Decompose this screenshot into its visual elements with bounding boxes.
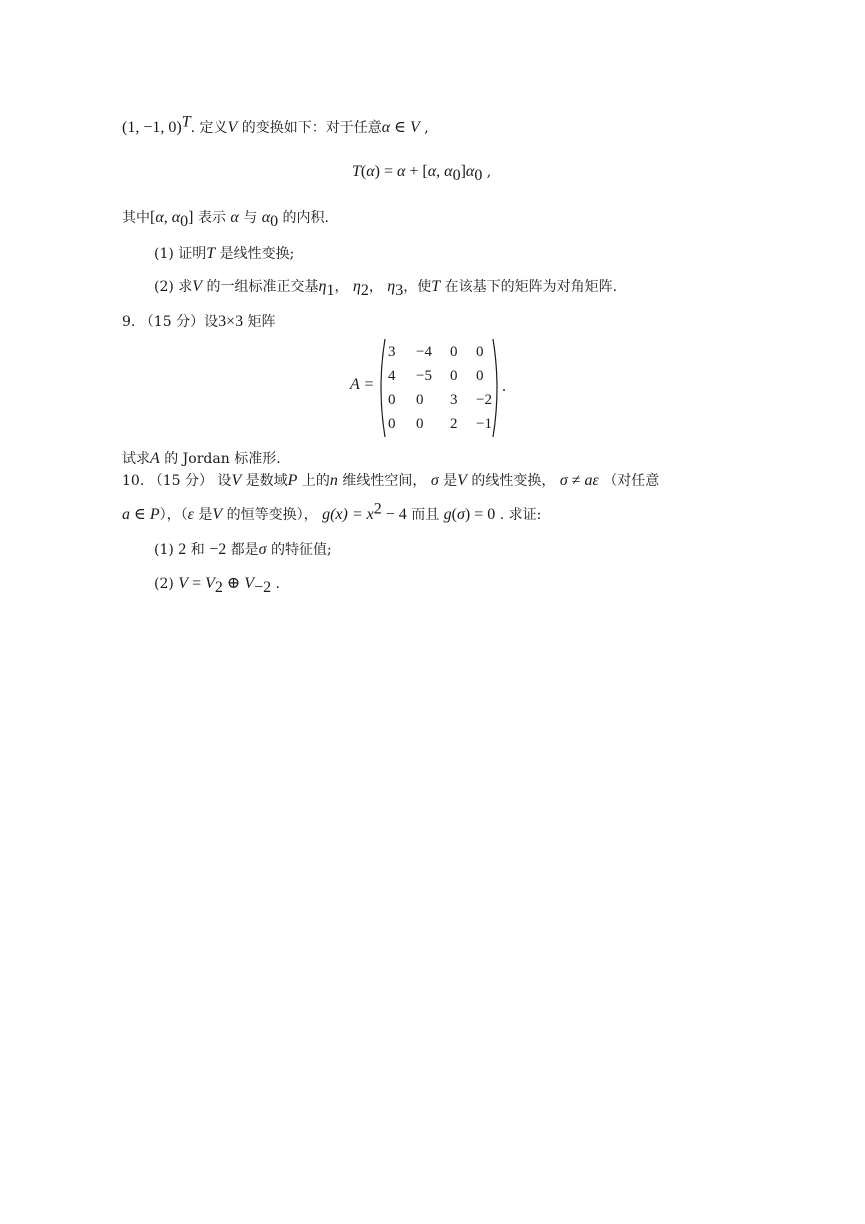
math-symbol: V (205, 575, 215, 592)
question-9-heading (122, 312, 276, 332)
math-symbol: ( (451, 506, 457, 523)
text-line-1 (122, 113, 429, 138)
text-span: 的内积. (278, 210, 329, 226)
matrix-period: . (502, 378, 506, 395)
text-span: , (482, 164, 492, 180)
matrix-cell: −4 (416, 344, 432, 360)
math-symbol: 3×3 (218, 313, 244, 330)
math-symbol: α (171, 209, 181, 226)
math-symbol: V (409, 119, 420, 136)
subscript: 0 (452, 166, 461, 184)
math-symbol: V (227, 119, 238, 136)
math-symbol: ∈ (130, 506, 150, 523)
subscript: 3 (395, 281, 404, 299)
matrix-cell: 2 (450, 416, 458, 432)
text-span: , (419, 120, 429, 136)
text-span: . 定义 (190, 120, 228, 136)
math-symbol: α (397, 163, 406, 180)
math-symbol: α (230, 209, 239, 226)
matrix-grid (388, 340, 504, 436)
text-span: 矩阵 (243, 314, 276, 330)
matrix-label: A = (350, 376, 375, 393)
math-symbol: V (244, 575, 255, 592)
matrix-cell: 3 (450, 392, 458, 408)
math-symbol: ⊕ (222, 575, 245, 592)
right-paren-icon (492, 338, 502, 438)
math-symbol: V (231, 472, 242, 489)
text-span: 上的 (297, 473, 330, 489)
math-symbol: (x) = x (330, 506, 374, 523)
question-9-task (122, 449, 281, 469)
subscript: 0 (474, 166, 483, 184)
text-span: 的特征值; (266, 542, 332, 558)
subscript: 1 (326, 281, 335, 299)
text-span: ， (368, 279, 388, 295)
text-span: 的变换如下：对于任意 (237, 120, 382, 136)
matrix-cell: 0 (416, 392, 424, 408)
question-10-part-2 (154, 574, 280, 594)
text-span: （15 分）设 (135, 314, 219, 330)
text-span: 与 (238, 210, 262, 226)
text-span: ，使 (403, 279, 432, 295)
math-symbol: ) = (374, 163, 397, 180)
math-symbol: η (352, 278, 361, 295)
math-symbol: ] (188, 209, 194, 226)
text-span: 的线性变换， (466, 473, 560, 489)
math-symbol: A (150, 450, 160, 467)
question-8-part-1 (154, 244, 294, 264)
math-symbol: σ (457, 506, 465, 523)
math-symbol: aε (584, 472, 599, 489)
math-symbol: T (431, 278, 441, 295)
math-symbol: σ (258, 541, 267, 558)
question-number: 10. (122, 473, 145, 489)
math-symbol: η (387, 278, 396, 295)
text-span: 表示 (193, 210, 231, 226)
text-span: (2) 求 (154, 279, 193, 295)
question-number: 9. (122, 314, 136, 330)
text-span: 的一组标准正交基 (202, 279, 319, 295)
vector-expression: (1, −1, 0) (122, 119, 182, 136)
math-symbol: , (163, 209, 172, 226)
math-symbol: g (322, 506, 331, 523)
math-symbol: α (465, 163, 475, 180)
math-symbol: T (206, 245, 216, 262)
math-symbol: α (427, 163, 437, 180)
math-symbol: ( (360, 163, 367, 180)
text-span: 的恒等变换）， (222, 507, 323, 523)
text-span: 而且 (406, 507, 444, 523)
subscript: 2 (214, 578, 223, 596)
math-symbol: σ (430, 472, 439, 489)
text-span: 试求 (122, 451, 150, 467)
math-symbol: α (261, 209, 271, 226)
math-symbol: n (329, 472, 338, 489)
math-symbol: g (443, 506, 452, 523)
text-span: (2) (154, 576, 179, 592)
matrix-cell: 4 (388, 368, 396, 384)
math-symbol: V (192, 278, 203, 295)
math-symbol: = (188, 575, 206, 592)
text-span: 是 (193, 507, 213, 523)
text-span: (1) (154, 542, 179, 558)
math-symbol: −2 (209, 541, 227, 558)
text-line-3 (122, 208, 329, 228)
text-span: ），（ (159, 507, 188, 523)
math-symbol: V (212, 506, 223, 523)
matrix-cell: 0 (450, 344, 458, 360)
text-span: . 求证: (495, 507, 542, 523)
matrix-cell: 0 (450, 368, 458, 384)
subscript: 0 (270, 212, 279, 230)
text-span: 是数域 (241, 473, 288, 489)
text-span: 都是 (226, 542, 259, 558)
math-symbol: P (149, 506, 160, 523)
transpose-superscript: T (181, 113, 191, 131)
text-span: （对任意 (598, 473, 660, 489)
math-symbol: P (287, 472, 298, 489)
text-span: . (271, 576, 280, 592)
text-span: 在该基下的矩阵为对角矩阵. (440, 279, 618, 295)
math-symbol: V (457, 472, 467, 489)
math-symbol: a (122, 506, 130, 523)
matrix-cell: 0 (388, 416, 396, 432)
superscript: 2 (373, 500, 382, 518)
math-symbol: + [ (405, 163, 428, 180)
math-symbol: 2 (178, 541, 187, 558)
math-symbol: V (178, 575, 189, 592)
math-symbol: α (366, 163, 375, 180)
math-symbol: α (155, 209, 164, 226)
subscript: −2 (254, 578, 272, 596)
question-10-condition (122, 500, 542, 525)
math-symbol: α (444, 163, 453, 180)
subscript: 0 (180, 212, 189, 230)
text-span: ， (334, 279, 353, 295)
matrix-cell: −5 (416, 368, 432, 384)
text-span: 和 (186, 542, 210, 558)
text-span: 的 Jordan 标准形. (159, 451, 281, 467)
matrix-cell: −2 (476, 392, 492, 408)
math-symbol: [ (150, 209, 156, 226)
matrix-cell: 0 (476, 344, 484, 360)
left-paren-icon (376, 338, 386, 438)
text-span: 是 (438, 473, 458, 489)
subscript: 2 (360, 281, 369, 299)
math-symbol: σ (559, 472, 568, 489)
math-symbol: ∈ (390, 119, 410, 136)
text-span: 其中 (122, 210, 150, 226)
math-symbol: ] (460, 163, 466, 180)
text-span: 维线性空间， (337, 473, 431, 489)
matrix-cell: −1 (476, 416, 492, 432)
matrix-cell: 0 (416, 416, 424, 432)
formula-transform (352, 162, 491, 182)
math-symbol: ≠ (567, 472, 585, 489)
math-symbol: ε (187, 506, 194, 523)
question-10-heading (122, 471, 659, 491)
math-symbol: − 4 (381, 506, 407, 523)
math-symbol: T (352, 163, 361, 180)
math-symbol: η (318, 278, 327, 295)
text-span: 是线性变换; (215, 246, 295, 262)
question-10-part-1 (154, 540, 332, 560)
matrix-cell: 0 (476, 368, 484, 384)
math-symbol: α (381, 119, 391, 136)
question-8-part-2 (154, 277, 617, 297)
text-span: (1) 证明 (154, 246, 207, 262)
math-symbol: , (436, 163, 445, 180)
math-symbol: ) = 0 (464, 506, 496, 523)
text-span: （15 分） 设 (144, 473, 232, 489)
matrix-cell: 3 (388, 344, 396, 360)
matrix-cell: 0 (388, 392, 396, 408)
